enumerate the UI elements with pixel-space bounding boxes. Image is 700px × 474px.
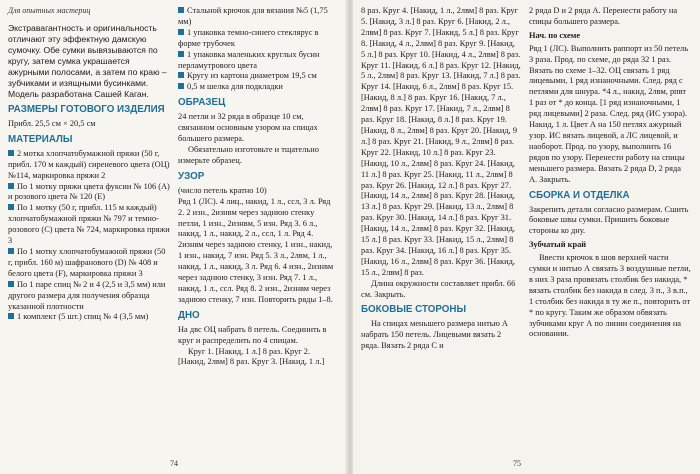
square-bullet-icon [8, 150, 14, 156]
square-bullet-icon [178, 7, 184, 13]
sides-text: На спицах меньшего размера нитью А набрать 150 петель. Лицевыми вязать 2 ряда. Вязать 2 ряда С и [361, 319, 508, 351]
material-item: 1 комплект (5 шт.) спиц № 4 (3,5 мм) [8, 312, 170, 323]
rounds-text: 8 раз. Круг 4. [Накид, 1 л., 2лвм] 8 раз. Круг 5. [Накид, 3 л.] 8 раз. Круг 6. [Накид, 2 л., 2лвм] 8 раз. Круг 7. [Накид, 5 л.] 8 раз. Круг 8. [Накид, 4 л., 2лвм] 8 раз. Круг 9. [Накид, 5 л.] 8 раз. Круг 10. [Накид, 4 л., 2лвм] 8 раз. Круг 11. [Накид, 6 л.] 8 раз. Круг 12. [Накид, 5 л., 2лвм] 8 раз. Круг 13. [Накид, 7 л.] 8 раз. Круг 14. [Накид, 6 л., 2лвм] 8 раз. Круг 15. [Накид, 8 л.] 8 раз. Круг 16. [Накид, 7 л., 2лвм] 8 раз. Круг 17. [Накид, 7 л., 2лвм] 8 раз. Круг 18. [Накид, 8 л.] 8 раз. Круг 19. [Накид, 8 л., 2лвм] 8 раз. Круг 20. [Накид, 9 л.] 8 раз. Круг 21. [Накид, 9 л., 2лвм] 8 раз. Круг 22. [Накид, 10 л.] 8 раз. Круг 23. [Накид, 10 л., 2лвм] 8 раз. Круг 24. [Накид, 11 л.] 8 раз. Круг 25. [Накид, 11 л., 2лвм] 8 раз. Круг 26. [Накид, 12 л.] 8 раз. Круг 27. [Накид, 14 л., 2лвм] 8 раз. Круг 28. [Накид, 13 л.] 8 раз. Круг 29. [Накид, 13 л., 2лвм] 8 раз. Круг 30. [Накид, 14 л.] 8 раз. Круг 31. [Накид, 14 л., 2лвм] 8 раз. Круг 32. [Накид, 15 л.] 8 раз. Круг 33. [Накид, 15 л., 2лвм] 8 раз. Круг 34. [Накид, 16 л.] 8 раз. Круг 35. [Накид, 16 л., 2лвм] 8 раз. Круг 36. [Накид, 15 л., 2лвм] 8 раз. [361, 6, 521, 277]
gauge-text: 24 петли и 32 ряда в образце 10 см, связанном основным узором на спицах большего размера. [178, 112, 318, 144]
square-bullet-icon [178, 29, 184, 35]
square-bullet-icon [178, 51, 184, 57]
material-item: Стальной крючок для вязания №5 (1,75 мм) [178, 6, 328, 26]
scheme-heading: Нач. по схеме [529, 30, 581, 40]
right-page [353, 0, 700, 474]
bottom-text: На двс ОЦ набрать 8 петель. Соединить в круг и распределить по 4 спицам. [178, 324, 327, 345]
size-heading: РАЗМЕРЫ ГОТОВОГО ИЗДЕЛИЯ [8, 103, 165, 115]
material-item: По 1 мотку пряжи цвета фуксии № 106 (А) и розового цвета № 120 (Е) [8, 181, 170, 202]
left-page [0, 0, 347, 474]
material-item: 1 упаковка маленьких круглых бусин перламутрового цвета [178, 49, 320, 70]
left-column-1 [8, 6, 170, 323]
material-item: Кругу из картона диаметром 19,5 см [178, 71, 338, 82]
square-bullet-icon [178, 83, 184, 89]
page-number: 74 [170, 459, 178, 468]
page-header: Для опытных мастериц [8, 6, 91, 15]
bottom-rows: Круг 1. [Накид, 1 л.] 8 раз. Круг 2. [Накид, 2лвм] 8 раз. Круг 3. [Накид, 1 л.] [178, 346, 325, 367]
square-bullet-icon [8, 248, 14, 254]
right-column-1 [361, 6, 521, 352]
material-item: По 1 мотку хлопчатобумажной пряжи (50 г, прибл. 160 м) шафранового (D) № 408 и белого цвета (F), маркировка пряжи 3 [8, 246, 166, 278]
left-column-2 [178, 6, 338, 368]
pattern-heading: УЗОР [178, 170, 205, 182]
material-item: По 1 мотку (50 г, прибл. 115 м каждый) хлопчатобумажной пряжи № 797 и темно-розового (С) цвета № 724, маркировка пряжи 3 [8, 203, 170, 246]
sides-heading: БОКОВЫЕ СТОРОНЫ [361, 304, 467, 316]
col2-top-text: 2 ряда D и 2 ряда А. Перенести работу на спицы большего размера. [529, 6, 678, 26]
pattern-rows: Ряд 1 (ЛС). 4 лиц., накид, 1 л., ссл, 3 л. Ряд 2. 2 изн., 2изнвм через заднюю стенку петли, 1 изн., 2изнвм, 5 изн. Ряд 3. 6 л., накид, 1 л., накид, 2 л., ссл, 1 л. Ряд 4. 2изнвм через заднюю стенку, 1 изн., накид, 1 изн., накид, 7 изн. Ряд 5. 3 л., 2лвм, 1 л., накид, 1 л., накид, 3 л. Ряд 6. 4 изн., 2изнвм через заднюю стенку, 3 изн. Ряд 7. 1 л., накид, 1 л., ссл. Ряд 8. 2 изн., 2изнвм через заднюю стенку, 7 изн. Повторить ряды 1–8. [178, 196, 334, 304]
materials-heading: МАТЕРИАЛЫ [8, 133, 73, 145]
scheme-text: Ряд 1 (ЛС). Выполнить раппорт из 50 петель 3 раза. Прод. по схеме, до ряда 32 1 раз. Вязать по схеме 1–32. ОЦ связать 1 ряд лицевыми, 1 ряд изнаночными. След. ряд с петлями для шнура. *4 л., накид, 2лвм, рпвт 1 раз от * до конца. [1 ряд изнаночными, 1 ряд лицевыми] 2 раза. След. ряд (ИС узора). Накид, 1 л. Цвет А на 150 петлях ажурный узор. ИС вязать лицевой, а ЛС лицевой, и наоборот. Прод. по узору, выполнить 16 рядов по узору. Перенести работу на спицы меньшего размера. Вязать 2 ряда D, 2 ряда А. Закрыть. [529, 43, 689, 184]
material-item: 1 упаковка темно-синего стеклярус в форме трубочек [178, 27, 319, 48]
rounds-end: Длина окружности составляет прибл. 66 см. Закрыть. [361, 278, 516, 299]
square-bullet-icon [8, 183, 14, 189]
edge-heading: Зубчатый край [529, 240, 587, 250]
gauge-note: Обязательно изготовьте и тщательно измерьте образец. [178, 144, 319, 165]
right-column-2 [529, 6, 691, 340]
material-item: По 1 паре спиц № 2 и 4 (2,5 и 3,5 мм) или другого размера для получения образца указанной плотности [8, 279, 166, 311]
size-text: Прибл. 25,5 см × 20,5 см [8, 118, 96, 128]
square-bullet-icon [8, 281, 14, 287]
square-bullet-icon [8, 204, 14, 210]
edge-text: Ввести крючок в шов верхней части сумки и нитью А связать 3 воздушные петли, в них 3 раза провязать столбик без накида, * вязать столбик без накида в след. 3 п., 3 в.п., 1 столбик без накида в ту же п., повторить от * по кругу. Таким же образом обвязать зубчиками круг А по линии соединения на основании. [529, 253, 691, 339]
intro-text: Экстравагантность и оригинальность отличают эту эффектную дамскую сумочку. Обе сумки вывязываются по кругу, затем сумка украшается ажурными полосами, а затем по краю – зубчиками и изящными бусинками. Модель разработана Сашей Каган. [8, 22, 167, 99]
pattern-subheading: (число петель кратно 10) [178, 185, 267, 195]
material-item: 0,5 м шелка для подкладки [178, 82, 338, 93]
material-item: 2 мотка хлопчатобумажной пряжи (50 г, прибл. 170 м каждый) сиреневого цвета (ОЦ) №114, маркировка пряжи 2 [8, 148, 170, 180]
gauge-heading: ОБРАЗЕЦ [178, 97, 226, 109]
finish-text: Закрепить детали согласно размерам. Сшить боковые швы сумки. Пришить боковые стороны ко дну. [529, 204, 689, 236]
page-number: 75 [513, 459, 521, 468]
finish-heading: СБОРКА И ОТДЕЛКА [529, 189, 630, 201]
square-bullet-icon [178, 72, 184, 78]
square-bullet-icon [8, 313, 14, 319]
bottom-heading: ДНО [178, 309, 200, 321]
